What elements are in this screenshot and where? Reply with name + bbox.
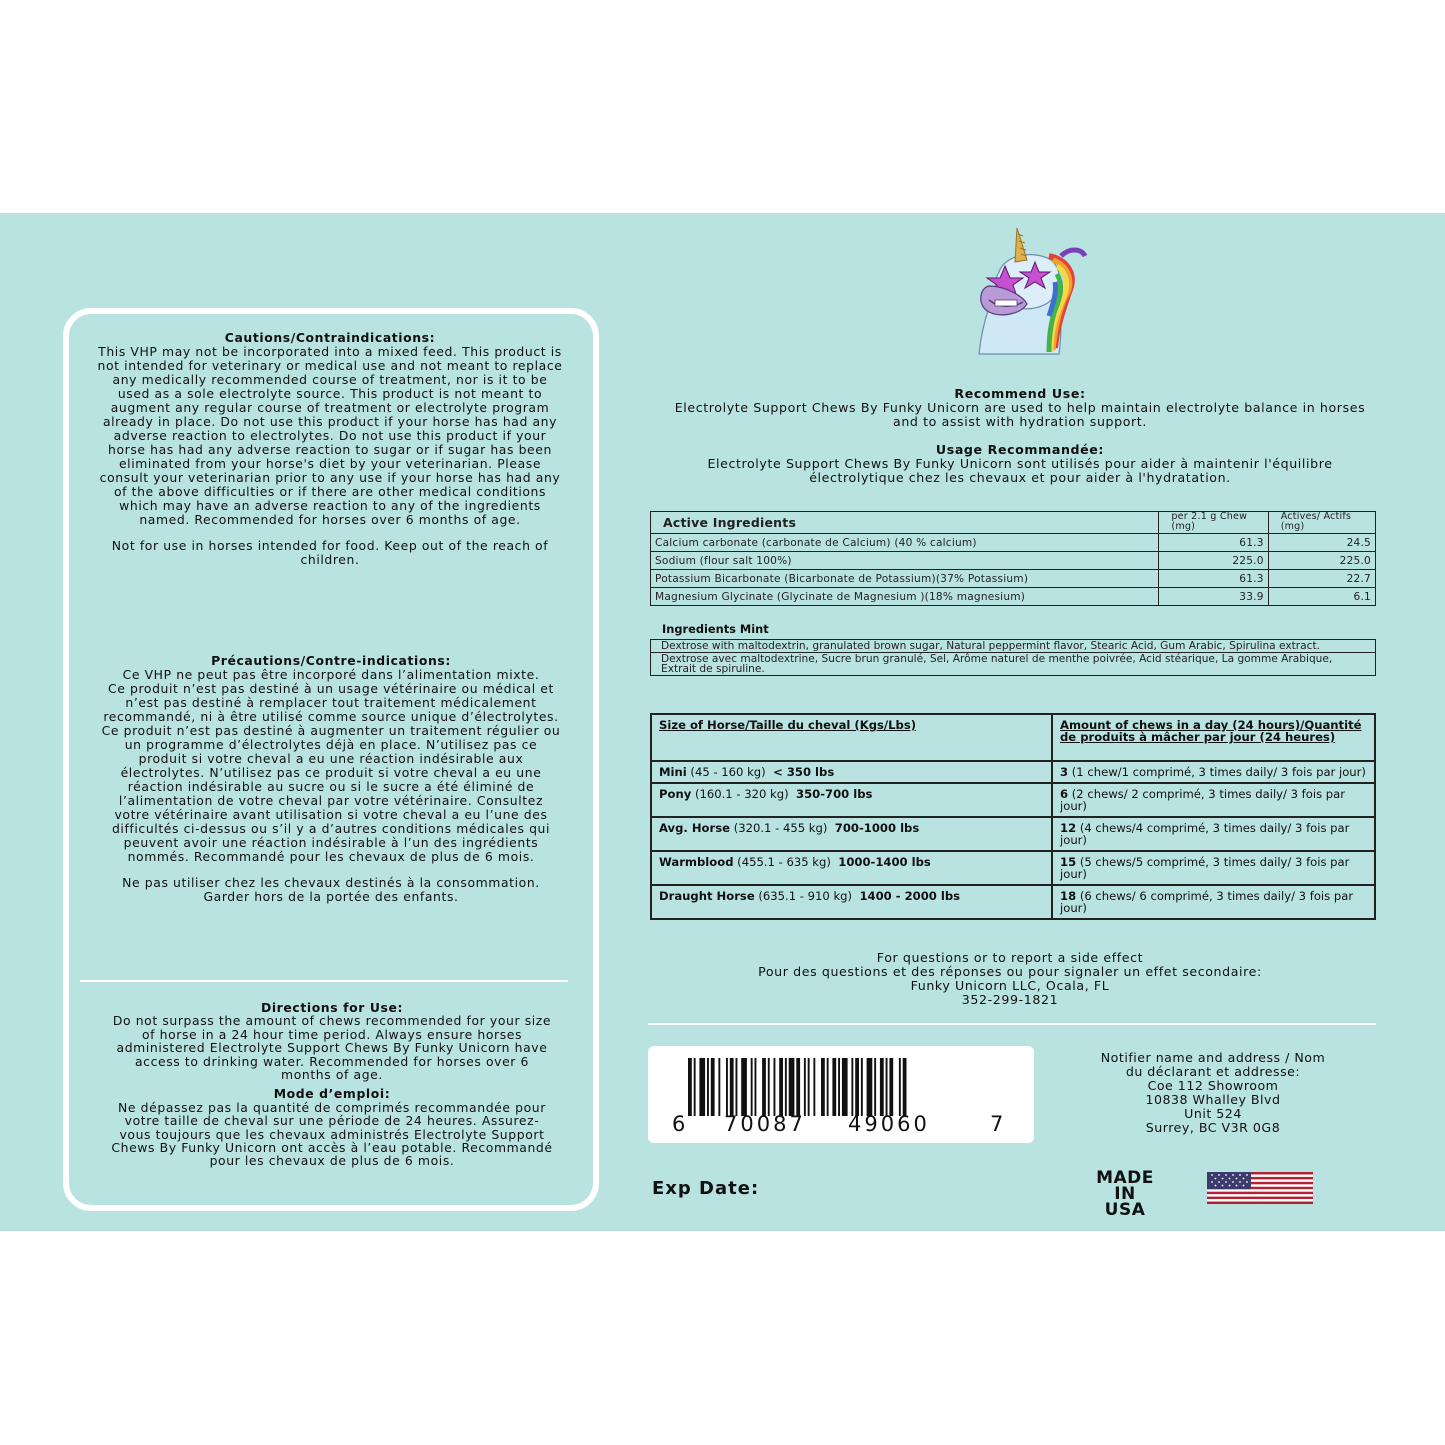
recommend-use-section: [660, 387, 1380, 485]
usa-flag-icon: [1207, 1172, 1313, 1204]
active-ingredients-table: [650, 511, 1376, 606]
cautions-note: Not for use in horses intended for food. Keep out of the reach of children.: [111, 538, 549, 567]
horse-lbs: 1400 - 2000 lbs: [859, 889, 961, 903]
chew-desc: (1 chew/1 comprimé, 3 times daily/ 3 fois par jour): [1068, 765, 1366, 779]
contact-line-1: For questions or to report a side effect: [876, 950, 1144, 965]
ingredient-actives: 6.1: [1268, 588, 1375, 606]
chew-count: 3: [1060, 765, 1069, 779]
precautions-body-2: Ce produit n’est pas destiné à un usage vétérinaire ou médical et n’est pas destiné à remplacer tout traitement médicalement recommandé, ni à être utilisé comme source unique d’électrolytes. Ce produit n’est pas destiné à augmenter un traitement régulier ou un programme d’électrolytes déjà en place. N’utilisez pas ce produit si votre cheval a eu une réaction indésirable aux électrolytes. N’utilisez pas ce produit si votre cheval a eu une réaction indésirable au sucre ou si le sucre a été éliminé de l’alimentation de votre cheval par votre vétérinaire. Consultez votre vétérinaire avant utilisation si votre cheval a eu l’une des difficultés ci-dessus ou s’il y a d’autres conditions médicales qui peuvent avoir une réaction indésirable à l’un des ingrédients nommés. Recommandé pour les chevaux de plus de 6 mois.: [101, 681, 561, 864]
contact-line-2: Pour des questions et des réponses ou pour signaler un effet secondaire:: [758, 964, 1262, 979]
directions-title: Directions for Use:: [260, 1000, 404, 1015]
horse-lbs: 700-1000 lbs: [834, 821, 920, 835]
recommend-use-body: Electrolyte Support Chews By Funky Unicorn are used to help maintain electrolyte balance in horses and to assist with hydration support.: [674, 400, 1366, 429]
barcode-digit-first: 6: [672, 1112, 689, 1136]
table-row: [651, 761, 1375, 783]
horse-kg: (455.1 - 635 kg): [733, 855, 831, 869]
table-row: [651, 851, 1375, 885]
ingredients-mint: [650, 622, 1376, 676]
ingredient-per-chew: 61.3: [1159, 534, 1268, 552]
table-row: [651, 817, 1375, 851]
unicorn-mascot-icon: [965, 226, 1097, 356]
horse-kg: (160.1 - 320 kg): [691, 787, 789, 801]
horse-lbs: 350-700 lbs: [796, 787, 873, 801]
dosage-header-amount: Amount of chews in a day (24 hours)/Quantité de produits à mâcher par jour (24 heures): [1052, 714, 1375, 761]
notifier-line: Surrey, BC V3R 0G8: [1145, 1120, 1281, 1135]
horse-size: Mini: [659, 765, 687, 779]
ingredient-actives: 22.7: [1268, 570, 1375, 588]
notifier-line: Notifier name and address / Nom: [1100, 1050, 1326, 1065]
notifier-address: [1056, 1051, 1370, 1135]
made-line: USA: [1104, 1200, 1146, 1220]
usage-title-fr: Usage Recommandée:: [935, 442, 1105, 457]
mode-title: Mode d’emploi:: [273, 1086, 391, 1102]
made-line: IN: [1114, 1184, 1136, 1204]
horse-size: Avg. Horse: [659, 821, 731, 835]
directions-section: [110, 1001, 554, 1168]
ingredients-mint-title: Ingredients Mint: [662, 622, 769, 636]
chew-desc: (5 chews/5 comprimé, 3 times daily/ 3 fois par jour): [1060, 855, 1350, 881]
right-divider: [648, 1023, 1376, 1025]
precautions-note: Ne pas utiliser chez les chevaux destinés à la consommation. Garder hors de la portée des enfants.: [122, 875, 540, 904]
usage-body-fr: Electrolyte Support Chews By Funky Unicorn sont utilisés pour aider à maintenir l'équilibre électrolytique chez les chevaux et pour aider à l'hydratation.: [707, 456, 1333, 485]
chew-desc: (6 chews/ 6 comprimé, 3 times daily/ 3 fois par jour): [1060, 889, 1354, 915]
contact-section: [650, 951, 1370, 1007]
contact-phone: 352-299-1821: [961, 992, 1059, 1007]
barcode-digits-left: 70087: [724, 1112, 806, 1136]
chew-desc: (4 chews/4 comprimé, 3 times daily/ 3 fois par jour): [1060, 821, 1350, 847]
horse-kg: (45 - 160 kg): [686, 765, 766, 779]
cautions-body: This VHP may not be incorporated into a mixed feed. This product is not intended for veterinary or medical use and not meant to replace any medically recommended course of treatment, nor is it to be used as a sole electrolyte source. This product is not meant to augment any regular course of treatment or electrolyte program already in place. Do not use this product if your horse has had any adverse reaction to electrolytes. Do not use this product if your horse has had any adverse reaction to sugar or if sugar has been eliminated from your horse's diet by your veterinarian. Please consult your veterinarian prior to any use if your horse has had any of the above difficulties or if there are other medical conditions which may have an adverse reaction to any of the ingredients named. Recommended for horses over 6 months of age.: [97, 344, 563, 527]
precautions-section: [101, 654, 561, 904]
notifier-line: Unit 524: [1184, 1106, 1242, 1121]
ingredient-name: Sodium (flour salt 100%): [651, 552, 1159, 570]
active-ingredients-header: Active Ingredients: [651, 512, 1159, 534]
barcode-digit-last: 7: [990, 1112, 1007, 1136]
ingredient-per-chew: 61.3: [1159, 570, 1268, 588]
chew-count: 15: [1060, 855, 1077, 869]
directions-body: Do not surpass the amount of chews recommended for your size of horse in a 24 hour time period. Always ensure horses administered Electrolyte Support Chews By Funky Unicorn have access to drinking water. Recommended for horses over 6 months of age.: [112, 1013, 552, 1083]
chew-count: 18: [1060, 889, 1077, 903]
ingredients-mint-fr: Dextrose avec maltodextrine, Sucre brun granulé, Sel, Arôme naturel de menthe poivrée, Acid stéarique, La gomme Arabique, Extrait de spiruline.: [650, 652, 1376, 676]
ingredient-per-chew: 225.0: [1159, 552, 1268, 570]
horse-lbs: < 350 lbs: [773, 765, 835, 779]
precautions-body-1: Ce VHP ne peut pas être incorporé dans l’alimentation mixte.: [122, 667, 540, 682]
recommend-use-title: Recommend Use:: [954, 386, 1086, 401]
horse-size: Draught Horse: [659, 889, 755, 903]
ingredient-per-chew: 33.9: [1159, 588, 1268, 606]
barcode-digits-right: 49060: [848, 1112, 930, 1136]
dosage-table: [650, 713, 1376, 920]
table-row: [651, 552, 1376, 570]
notifier-line: 10838 Whalley Blvd: [1145, 1092, 1281, 1107]
table-row: [651, 534, 1376, 552]
col-actives: Actives/ Actifs (mg): [1268, 512, 1375, 534]
table-row: [651, 570, 1376, 588]
table-row: [651, 783, 1375, 817]
ingredient-actives: 225.0: [1268, 552, 1375, 570]
ingredients-mint-en: Dextrose with maltodextrin, granulated brown sugar, Natural peppermint flavor, Stearic Acid, Gum Arabic, Spirulina extract.: [650, 639, 1376, 652]
barcode-bars-icon: [688, 1058, 988, 1116]
exp-date-label: Exp Date:: [652, 1178, 760, 1199]
made-line: MADE: [1096, 1168, 1154, 1188]
precautions-title: Précautions/Contre-indications:: [211, 653, 451, 668]
horse-size: Pony: [659, 787, 692, 801]
chew-count: 6: [1060, 787, 1069, 801]
table-row: [651, 885, 1375, 919]
horse-lbs: 1000-1400 lbs: [838, 855, 931, 869]
notifier-line: Coe 112 Showroom: [1147, 1078, 1279, 1093]
col-per-chew: per 2.1 g Chew (mg): [1159, 512, 1268, 534]
horse-size: Warmblood: [659, 855, 734, 869]
chew-count: 12: [1060, 821, 1077, 835]
left-divider: [80, 980, 568, 982]
ingredient-name: Magnesium Glycinate (Glycinate de Magnesium )(18% magnesium): [651, 588, 1159, 606]
barcode: [648, 1046, 1034, 1143]
made-in-usa: [1078, 1170, 1172, 1218]
notifier-line: du déclarant et addresse:: [1125, 1064, 1301, 1079]
mode-body: Ne dépassez pas la quantité de comprimés recommandée pour votre taille de cheval sur une période de 24 heures. Assurez-vous toujours que les chevaux administrés Electrolyte Support Chews By Funky Unicorn ont accès à l’eau potable. Recommandé pour les chevaux de plus de 6 mois.: [111, 1099, 553, 1169]
horse-kg: (320.1 - 455 kg): [730, 821, 828, 835]
ingredient-actives: 24.5: [1268, 534, 1375, 552]
contact-line-3: Funky Unicorn LLC, Ocala, FL: [910, 978, 1110, 993]
table-row: [651, 588, 1376, 606]
ingredient-name: Potassium Bicarbonate (Bicarbonate de Potassium)(37% Potassium): [651, 570, 1159, 588]
dosage-header-size: Size of Horse/Taille du cheval (Kgs/Lbs): [651, 714, 1052, 761]
cautions-title: Cautions/Contraindications:: [224, 330, 436, 345]
cautions-section: [97, 331, 563, 567]
ingredient-name: Calcium carbonate (carbonate de Calcium) (40 % calcium): [651, 534, 1159, 552]
chew-desc: (2 chews/ 2 comprimé, 3 times daily/ 3 fois par jour): [1060, 787, 1346, 813]
horse-kg: (635.1 - 910 kg): [754, 889, 853, 903]
